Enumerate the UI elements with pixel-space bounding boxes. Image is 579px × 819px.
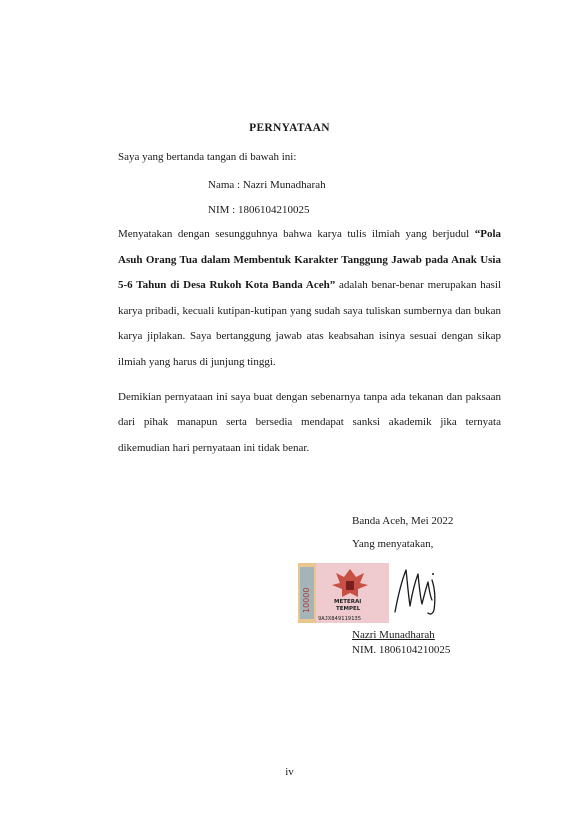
paragraph-1-line-2 [118, 254, 501, 268]
page-number: iv [285, 766, 294, 778]
name-line: Nama : Nazri Munadharah [208, 179, 326, 191]
signer-nim: NIM. 1806104210025 [352, 644, 451, 656]
paragraph-2-line-3: dikemudian hari pernyataan ini tidak benar. [118, 442, 310, 454]
paragraph-1-line-4: karya pribadi, kecuali kutipan-kutipan yang sudah saya tuliskan sumbernya dan bukan [118, 305, 501, 317]
stamp-value: 10000 [302, 587, 311, 613]
signature-drawing [392, 566, 440, 618]
meterai-stamp [298, 563, 389, 623]
paragraph-2-line-2: dari pihak manapun serta bersedia mendapat sanksi akademik jika ternyata [118, 416, 501, 428]
paragraph-1-line-3-text: adalah benar-benar merupakan hasil [339, 279, 501, 291]
intro-text: Saya yang bertanda tangan di bawah ini: [118, 151, 297, 163]
closing-text: Yang menyatakan, [352, 538, 434, 550]
paragraph-2-line-1: Demikian pernyataan ini saya buat dengan sebenarnya tanpa ada tekanan dan paksaan [118, 391, 501, 403]
paragraph-1-title-middle: Asuh Orang Tua dalam Membentuk Karakter Tanggung Jawab pada Anak Usia [118, 254, 501, 266]
paragraph-1-line-3 [118, 279, 501, 293]
stamp-serial: 9AJX849119135 [318, 616, 362, 622]
stamp-text-meterai: METERAI [334, 599, 362, 605]
paragraph-1-title-start: “Pola [474, 228, 501, 240]
paragraph-1-line-1-text: Menyatakan dengan sesungguhnya bahwa karya tulis ilmiah yang berjudul [118, 228, 470, 240]
paragraph-1-line-1 [118, 228, 501, 242]
place-date: Banda Aceh, Mei 2022 [352, 515, 454, 527]
paragraph-1-line-6: ilmiah yang harus di junjung tinggi. [118, 356, 276, 368]
signer-name: Nazri Munadharah [352, 629, 435, 641]
paragraph-1-line-5: karya jiplakan. Saya bertanggung jawab atas keabsahan isinya sesuai dengan sikap [118, 330, 501, 342]
stamp-text-tempel: TEMPEL [336, 606, 361, 612]
page-title: PERNYATAAN [249, 122, 330, 134]
nim-line: NIM : 1806104210025 [208, 204, 310, 216]
paragraph-1-title-end: 5-6 Tahun di Desa Rukoh Kota Banda Aceh” [118, 279, 336, 291]
